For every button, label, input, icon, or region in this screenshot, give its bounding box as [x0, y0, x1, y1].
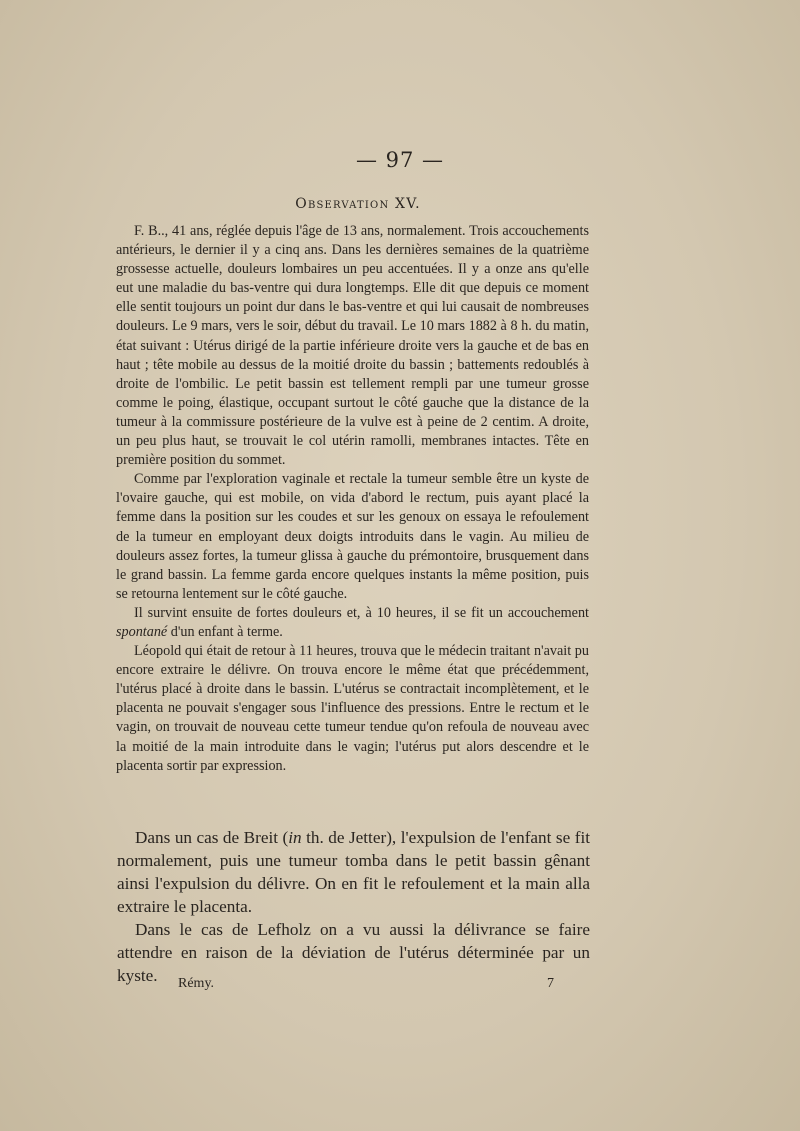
breit-in: in — [288, 828, 302, 847]
lefholz-paragraph: Dans le cas de Lefholz on a vu aussi la délivrance se faire attendre en raison de la déviation de l'utérus déterminée par un kyste. — [117, 920, 590, 985]
observation-paragraph-2: Comme par l'exploration vaginale et rectale la tumeur semble être un kyste de l'ovaire gauche, qui est mobile, on vida d'abord le rectum, puis ayant placé la femme dans la position sur les coudes et sur les genoux on essaya le refoulement de la tumeur en employant deux doigts introduits dans le vagin. Au milieu de douleurs assez fortes, la tumeur glissa à gauche du prémontoire, brusquement dans le grand bassin. La femme garda encore quelques instants la même position, puis se retourna lentement sur le côté gauche. — [116, 471, 589, 602]
spontane-after: d'un enfant à terme. — [167, 623, 283, 640]
observation-text — [116, 222, 589, 776]
observation-title: Observation XV. — [295, 196, 421, 212]
breit-paragraph — [117, 826, 590, 918]
page-number: — 97 — — [355, 148, 445, 172]
observation-paragraph-3 — [116, 604, 589, 642]
page-footer — [178, 976, 554, 992]
observation-paragraph-4: Léopold qui était de retour à 11 heures, trouva que le médecin traitant n'avait pu encore extraire le délivre. On trouva encore le même état que précédemment, l'utérus placé à droite dans le bassin. L'utérus se contractait incomplètement, et le placenta ne pouvait s'engager sous l'influence des pressions. Entre le rectum et le vagin, on trouvait de nouveau cette tumeur tendue qu'on refoula de nouveau avec la moitié de la main introduite dans le vagin; l'utérus put alors descendre et le placenta sortir par expression. — [116, 643, 589, 774]
breit-after: th. de Jetter), l'expulsion de l'enfant se fit normalement, puis une tumeur tomba dans le petit bassin gênant ainsi l'expulsion du délivre. On en fit le refoulement et la main alla extraire le placenta. — [117, 828, 590, 916]
spontane-word: spontané — [116, 623, 168, 640]
main-text — [117, 826, 590, 987]
breit-before: Dans un cas de Breit ( — [135, 828, 289, 847]
footer-signature: Rémy. — [178, 976, 215, 991]
footer-sheet-number: 7 — [547, 976, 554, 991]
observation-paragraph-1: F. B.., 41 ans, réglée depuis l'âge de 13 ans, normalement. Trois accouchements antérieurs, le dernier il y a cinq ans. Dans les dernières semaines de la quatrième grossesse actuelle, douleurs lombaires un peu accentuées. Il y a onze ans qu'elle eut une maladie du bas-ventre qui dura longtemps. Elle dit que depuis ce moment elle sentit toujours un point dur dans le bas-ventre et qui lui causait de nombreuses douleurs. Le 9 mars, vers le soir, début du travail. Le 10 mars 1882 à 8 h. du matin, état suivant : Utérus dirigé de la partie inférieure droite vers la gauche et de bas en haut ; tête mobile au dessus de la moitié droite du bassin ; battements redoublés à droite de l'ombilic. Le petit bassin est tellement rempli par une tumeur grosse comme le poing, élastique, occupant surtout le côté gauche que la distance de la tumeur à la commissure postérieure de la vulve est à peine de 2 centim. A droite, un peu plus haut, se trouvait le col utérin ramolli, membranes intactes. Tête en première position du sommet. — [116, 223, 589, 469]
spontane-before: Il survint ensuite de fortes douleurs et, à 10 heures, il se fit un accouchement — [134, 604, 589, 621]
